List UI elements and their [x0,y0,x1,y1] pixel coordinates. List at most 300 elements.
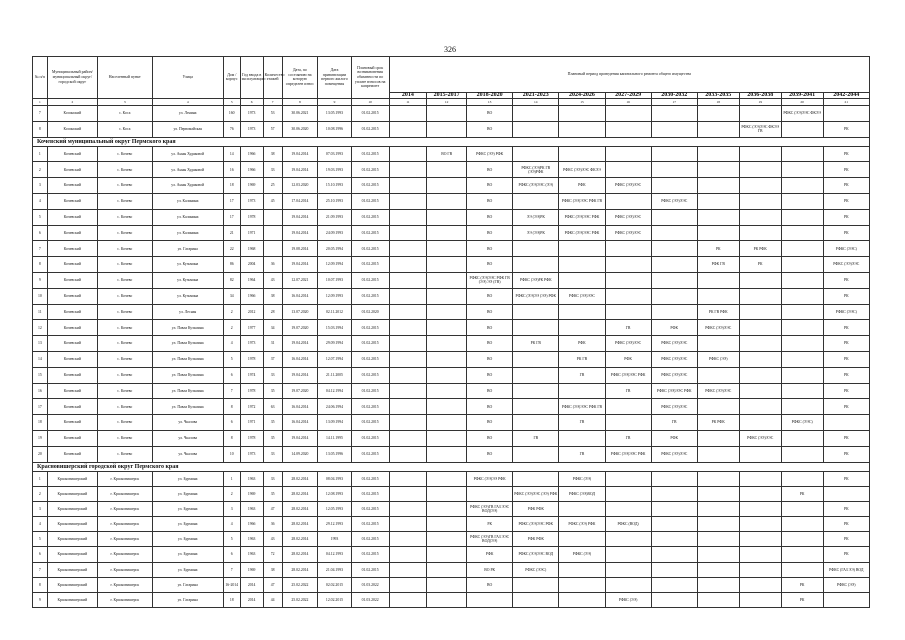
row-year-built: 1963 [240,547,263,562]
row-period-2042-2044: РК [823,146,869,162]
row-period-2014 [389,146,427,162]
row-locality: с. Кочево [98,241,153,257]
row-period-2039-2041 [781,225,823,241]
row-number: 10 [33,288,48,304]
row-date-privat: 24.09.1993 [318,225,352,241]
row-number: 19 [33,430,48,446]
row-period-2014 [389,320,427,336]
col-period-2042-2044: 2042-2044 [823,93,869,99]
row-period-2030-2032: РФКС (ЭЭ)ЭЭС [651,367,697,383]
row-year-built: 1966 [240,288,263,304]
table-row [33,257,870,273]
row-date-limit: 01.02.2015 [351,501,389,516]
row-district: Кочевский [47,446,97,462]
row-street: ул. Ленина [152,105,223,121]
row-period-2014 [389,399,427,415]
row-street: ул. Гагарина [152,593,223,608]
row-house: 5 [223,532,240,547]
row-date-privat: 08.04.1993 [318,471,352,486]
row-period-2015-2017 [427,471,467,486]
row-period-2021-2023 [513,146,559,162]
col-period-2021-2023: 2021-2023 [513,93,559,99]
row-date-state: 16.04.2014 [282,288,318,304]
row-date-limit: 01.02.2015 [351,517,389,532]
page-number: 326 [444,45,456,54]
row-locality: с. Кочево [98,399,153,415]
row-period-2033-2035: РК ГВ РФК [697,304,739,320]
row-period-2036-2038 [739,146,781,162]
row-period-2036-2038 [739,547,781,562]
row-period-2018-2020: РФК [467,547,513,562]
row-period-2027-2029: ГВ [605,430,651,446]
table-row [33,430,870,446]
row-date-state: 12.07.2021 [282,272,318,288]
row-year-built: 1973 [240,121,263,137]
row-period-2042-2044: РК [823,517,869,532]
row-house: 5 [223,351,240,367]
row-district: Кочевский [47,146,97,162]
row-period-2030-2032 [651,257,697,273]
row-date-limit: 01.02.2020 [351,304,389,320]
row-date-state: 19.07.2020 [282,320,318,336]
row-date-limit: 01.02.2015 [351,351,389,367]
row-period-2018-2020: ВО [467,367,513,383]
row-period-2014 [389,272,427,288]
row-period-2018-2020: ВО [467,193,513,209]
table-row [33,486,870,501]
row-period-2036-2038 [739,351,781,367]
row-number: 13 [33,336,48,352]
col-period-header: Плановый период проведения капитального ремонта общего имущества [389,57,870,93]
row-date-privat: 29.12.1993 [318,517,352,532]
row-period-2021-2023 [513,471,559,486]
table-row [33,320,870,336]
row-period-2014 [389,105,427,121]
row-period-2039-2041 [781,446,823,462]
row-year-built: 1966 [240,162,263,178]
row-locality: с. Коса [98,105,153,121]
row-period-2027-2029: РФКС (ЭЭ)ЭЭС [605,178,651,194]
row-number: 12 [33,320,48,336]
row-date-state: 25.02.2022 [282,593,318,608]
row-date-privat: 13.05.1996 [318,446,352,462]
row-locality: с. Кочево [98,209,153,225]
row-period-2015-2017 [427,320,467,336]
row-number: 20 [33,446,48,462]
row-floors: 72 [263,547,282,562]
table-row [33,471,870,486]
row-period-2042-2044: РК [823,121,869,137]
row-period-2014 [389,532,427,547]
row-date-limit: 01.02.2015 [351,383,389,399]
row-date-privat: 15.10.1993 [318,178,352,194]
row-house: 34 [223,288,240,304]
row-date-privat: 21.11.2005 [318,367,352,383]
row-period-2027-2029: РФКС (ВОД) [605,517,651,532]
row-date-state: 28.02.2014 [282,517,318,532]
row-number: 9 [33,272,48,288]
row-period-2024-2026: РФКС (ЭЭ)ЭЭС [559,288,605,304]
row-period-2015-2017 [427,178,467,194]
row-period-2033-2035 [697,367,739,383]
row-period-2015-2017 [427,486,467,501]
row-period-2015-2017 [427,383,467,399]
row-period-2014 [389,547,427,562]
row-period-2018-2020: ВО [467,399,513,415]
row-date-privat: 10.07.1993 [318,272,352,288]
row-period-2039-2041 [781,501,823,516]
column-number-cell: 16 [605,98,651,105]
section-header-row [33,137,870,146]
row-street: ул. Кузьмина [152,272,223,288]
row-date-limit: 01.02.2015 [351,193,389,209]
row-period-2021-2023 [513,577,559,592]
row-period-2033-2035 [697,288,739,304]
row-district: Кочевский [47,241,97,257]
row-year-built: 1978 [240,430,263,446]
row-period-2018-2020: ВО [467,351,513,367]
row-period-2027-2029 [605,241,651,257]
row-number: 5 [33,532,48,547]
row-period-2015-2017 [427,336,467,352]
row-date-limit: 01.02.2015 [351,320,389,336]
row-period-2015-2017 [427,225,467,241]
row-locality: с. Кочево [98,162,153,178]
row-district: Кочевский [47,257,97,273]
row-period-2024-2026: РФКС (ЭЭ) [559,547,605,562]
row-period-2027-2029: ГВ [605,383,651,399]
row-period-2027-2029 [605,121,651,137]
row-year-built: 1963 [240,471,263,486]
row-street: ул. Павла Кузьмина [152,320,223,336]
row-district: Кочевский [47,225,97,241]
row-period-2024-2026 [559,577,605,592]
row-date-limit: 01.02.2015 [351,446,389,462]
row-period-2014 [389,501,427,516]
col-date-privat: Дата приватизации первого жилого помещения [318,57,352,99]
row-year-built: 1978 [240,383,263,399]
column-number-cell: 14 [513,98,559,105]
row-period-2030-2032 [651,532,697,547]
row-date-privat: 02.11.2012 [318,304,352,320]
row-house: 18 [223,593,240,608]
row-period-2036-2038 [739,577,781,592]
row-period-2042-2044: РК [823,320,869,336]
row-street: ул. Чкалова [152,446,223,462]
row-date-limit: 01.02.2015 [351,105,389,121]
row-period-2015-2017 [427,399,467,415]
row-locality: с. Коса [98,121,153,137]
row-floors: 35 [263,415,282,431]
row-date-privat: 12.09.1994 [318,257,352,273]
row-period-2030-2032 [651,547,697,562]
row-period-2014 [389,562,427,577]
row-period-2024-2026: РФКС (ЭЭ) РФК [559,517,605,532]
row-number: 7 [33,105,48,121]
row-locality: с. Кочево [98,383,153,399]
row-period-2030-2032 [651,304,697,320]
row-period-2027-2029 [605,272,651,288]
col-date-limit: Плановый срок возникновения обязанности по уплате взносов на капремонт [351,57,389,99]
row-period-2039-2041 [781,193,823,209]
row-period-2027-2029: РФКС (ЭЭ)ЭЭС [605,209,651,225]
row-period-2042-2044: РК [823,532,869,547]
row-period-2027-2029 [605,547,651,562]
column-number-cell: 2 [47,98,97,105]
row-period-2018-2020: ВО [467,430,513,446]
row-date-privat: 29.09.1994 [318,336,352,352]
row-date-state: 30.06.2020 [282,121,318,137]
row-period-2042-2044: РК [823,399,869,415]
row-date-state: 13.07.2020 [282,304,318,320]
row-locality: г. Красновишерск [98,517,153,532]
table-row [33,304,870,320]
row-period-2014 [389,336,427,352]
row-period-2030-2032 [651,241,697,257]
row-period-2039-2041 [781,121,823,137]
row-period-2042-2044: РК [823,336,869,352]
row-period-2015-2017 [427,288,467,304]
row-number: 2 [33,486,48,501]
row-period-2027-2029 [605,146,651,162]
row-period-2014 [389,225,427,241]
row-period-2039-2041 [781,241,823,257]
row-period-2024-2026 [559,501,605,516]
row-period-2024-2026 [559,593,605,608]
row-house: 10 [223,446,240,462]
table-row [33,532,870,547]
row-period-2027-2029: РФКС (ЭЭ)ЭЭС [605,225,651,241]
row-period-2039-2041 [781,272,823,288]
row-period-2027-2029: РФКС (ЭЭ) [605,593,651,608]
row-period-2036-2038 [739,367,781,383]
row-district: Кочевский [47,430,97,446]
row-period-2033-2035 [697,501,739,516]
row-date-privat: 12.07.1994 [318,351,352,367]
row-period-2033-2035 [697,162,739,178]
row-period-2024-2026: ГВ [559,415,605,431]
row-year-built: 1973 [240,446,263,462]
row-locality: г. Красновишерск [98,501,153,516]
row-district: Кочевский [47,415,97,431]
row-period-2030-2032 [651,577,697,592]
row-floors: 53 [263,105,282,121]
row-period-2021-2023 [513,367,559,383]
row-period-2039-2041 [781,562,823,577]
row-period-2030-2032: РФКС (ЭЭ)ЭЭС [651,399,697,415]
row-period-2027-2029 [605,304,651,320]
table-row [33,351,870,367]
row-floors: 33 [263,471,282,486]
row-period-2014 [389,367,427,383]
row-number: 8 [33,121,48,137]
row-period-2024-2026 [559,121,605,137]
row-house: 17 [223,193,240,209]
col-period-2036-2038: 2036-2038 [739,93,781,99]
row-floors: 43 [263,532,282,547]
row-period-2042-2044: РК [823,547,869,562]
column-number-cell: 18 [697,98,739,105]
col-period-2039-2041: 2039-2041 [781,93,823,99]
row-period-2021-2023 [513,193,559,209]
row-locality: г. Красновишерск [98,486,153,501]
row-period-2042-2044: РК [823,351,869,367]
row-period-2030-2032: РФКС (ЭЭ)ЭЭС [651,446,697,462]
row-floors: 38 [263,146,282,162]
row-district: Кочевский [47,367,97,383]
row-period-2027-2029 [605,415,651,431]
row-period-2036-2038: РФКС (ЭЭ)ЭЭС ФКЭЭ ГВ [739,121,781,137]
row-number: 2 [33,162,48,178]
row-number: 17 [33,399,48,415]
row-period-2014 [389,162,427,178]
row-locality: г. Красновишерск [98,562,153,577]
row-floors: 25 [263,178,282,194]
row-period-2033-2035 [697,486,739,501]
row-date-privat: 10.08.1996 [318,121,352,137]
row-period-2027-2029 [605,562,651,577]
row-street: ул. Кузьмина [152,288,223,304]
row-period-2039-2041: РК [781,593,823,608]
row-period-2018-2020: ВО [467,320,513,336]
row-number: 16 [33,383,48,399]
row-year-built: 1978 [240,209,263,225]
row-floors: 31 [263,336,282,352]
row-period-2024-2026 [559,304,605,320]
row-district: Красновишерский [47,501,97,516]
row-period-2036-2038 [739,320,781,336]
row-street: ул. Калинина [152,193,223,209]
row-street: ул. Лесная [152,304,223,320]
row-date-limit: 01.02.2015 [351,486,389,501]
row-period-2042-2044: РФКС (ГАЗ ЭЭ) ВОД [823,562,869,577]
row-period-2036-2038 [739,209,781,225]
row-period-2015-2017: ВО ГВ [427,146,467,162]
row-locality: с. Кочево [98,288,153,304]
row-year-built: 1971 [240,415,263,431]
row-date-privat: 12.09.1993 [318,288,352,304]
row-floors: 33 [263,446,282,462]
row-date-privat: 07.03.1993 [318,146,352,162]
column-number-cell: 21 [823,98,869,105]
row-date-privat: 04.12.1994 [318,383,352,399]
row-locality: с. Кочево [98,351,153,367]
row-period-2030-2032 [651,562,697,577]
row-period-2015-2017 [427,162,467,178]
row-period-2018-2020: ВО [467,105,513,121]
row-locality: г. Красновишерск [98,547,153,562]
row-year-built: 1969 [240,562,263,577]
header-row-top [33,57,870,93]
row-period-2024-2026: РФКС (ЭЭ)ЭЭС ФКЭЭ [559,162,605,178]
row-period-2021-2023: ГВ [513,430,559,446]
row-period-2021-2023: РФК РФК [513,501,559,516]
row-period-2021-2023 [513,304,559,320]
row-period-2039-2041 [781,209,823,225]
row-date-limit: 01.02.2015 [351,471,389,486]
row-period-2030-2032 [651,272,697,288]
row-period-2027-2029: РФКС (ЭЭ)ЭЭС РФК [605,446,651,462]
row-district: Красновишерский [47,577,97,592]
column-number-cell: 1 [33,98,48,105]
row-floors: 34 [263,320,282,336]
row-district: Косинский [47,121,97,137]
row-number: 1 [33,146,48,162]
row-locality: с. Кочево [98,193,153,209]
row-date-limit: 01.02.2015 [351,272,389,288]
row-period-2014 [389,383,427,399]
column-number-cell: 11 [389,98,427,105]
row-floors: 43 [263,272,282,288]
row-period-2015-2017 [427,241,467,257]
row-date-privat: 12.02.2015 [318,593,352,608]
row-locality: с. Кочево [98,272,153,288]
row-house: 21 [223,225,240,241]
row-period-2024-2026: РФКС (ЭЭ) [559,471,605,486]
row-date-state: 16.04.2014 [282,399,318,415]
row-street: ул. Гагарина [152,577,223,592]
row-house: 2 [223,320,240,336]
row-house: 16 [223,162,240,178]
row-floors: 35 [263,430,282,446]
row-period-2015-2017 [427,272,467,288]
row-period-2036-2038 [739,471,781,486]
row-period-2015-2017 [427,105,467,121]
row-date-limit: 01.02.2015 [351,532,389,547]
row-period-2030-2032: РФК [651,430,697,446]
table-row [33,415,870,431]
row-period-2033-2035: РФКС (ЭЭ) [697,351,739,367]
row-period-2033-2035 [697,146,739,162]
row-house: 86 [223,257,240,273]
row-number: 15 [33,367,48,383]
row-period-2036-2038 [739,336,781,352]
row-period-2027-2029 [605,486,651,501]
row-period-2014 [389,241,427,257]
row-period-2024-2026 [559,562,605,577]
table-row [33,577,870,592]
row-period-2024-2026 [559,146,605,162]
row-number: 4 [33,193,48,209]
row-period-2015-2017 [427,430,467,446]
row-district: Кочевский [47,304,97,320]
row-period-2039-2041 [781,336,823,352]
row-district: Кочевский [47,162,97,178]
table-row [33,105,870,121]
row-street: ул. Павла Кузьмина [152,383,223,399]
row-period-2042-2044 [823,486,869,501]
row-period-2021-2023: ЭЭ (ЭЭ)РК [513,209,559,225]
row-floors: 33 [263,367,282,383]
row-house: 18 [223,178,240,194]
row-period-2033-2035 [697,272,739,288]
row-floors: 44 [263,593,282,608]
row-period-2042-2044: РФКС (ЭЭС) [823,304,869,320]
row-street: ул. Бурмина [152,501,223,516]
column-number-row [33,98,870,105]
row-number: 6 [33,547,48,562]
row-period-2018-2020: ВО [467,577,513,592]
row-period-2014 [389,288,427,304]
row-date-limit: 01.02.2015 [351,178,389,194]
row-period-2018-2020: ВО [467,446,513,462]
row-number: 8 [33,257,48,273]
row-year-built: 1973 [240,336,263,352]
row-period-2042-2044: РК [823,501,869,516]
row-period-2018-2020: РФКС (ЭЭ) РФК [467,146,513,162]
col-period-2033-2035: 2033-2035 [697,93,739,99]
row-floors: 38 [263,562,282,577]
